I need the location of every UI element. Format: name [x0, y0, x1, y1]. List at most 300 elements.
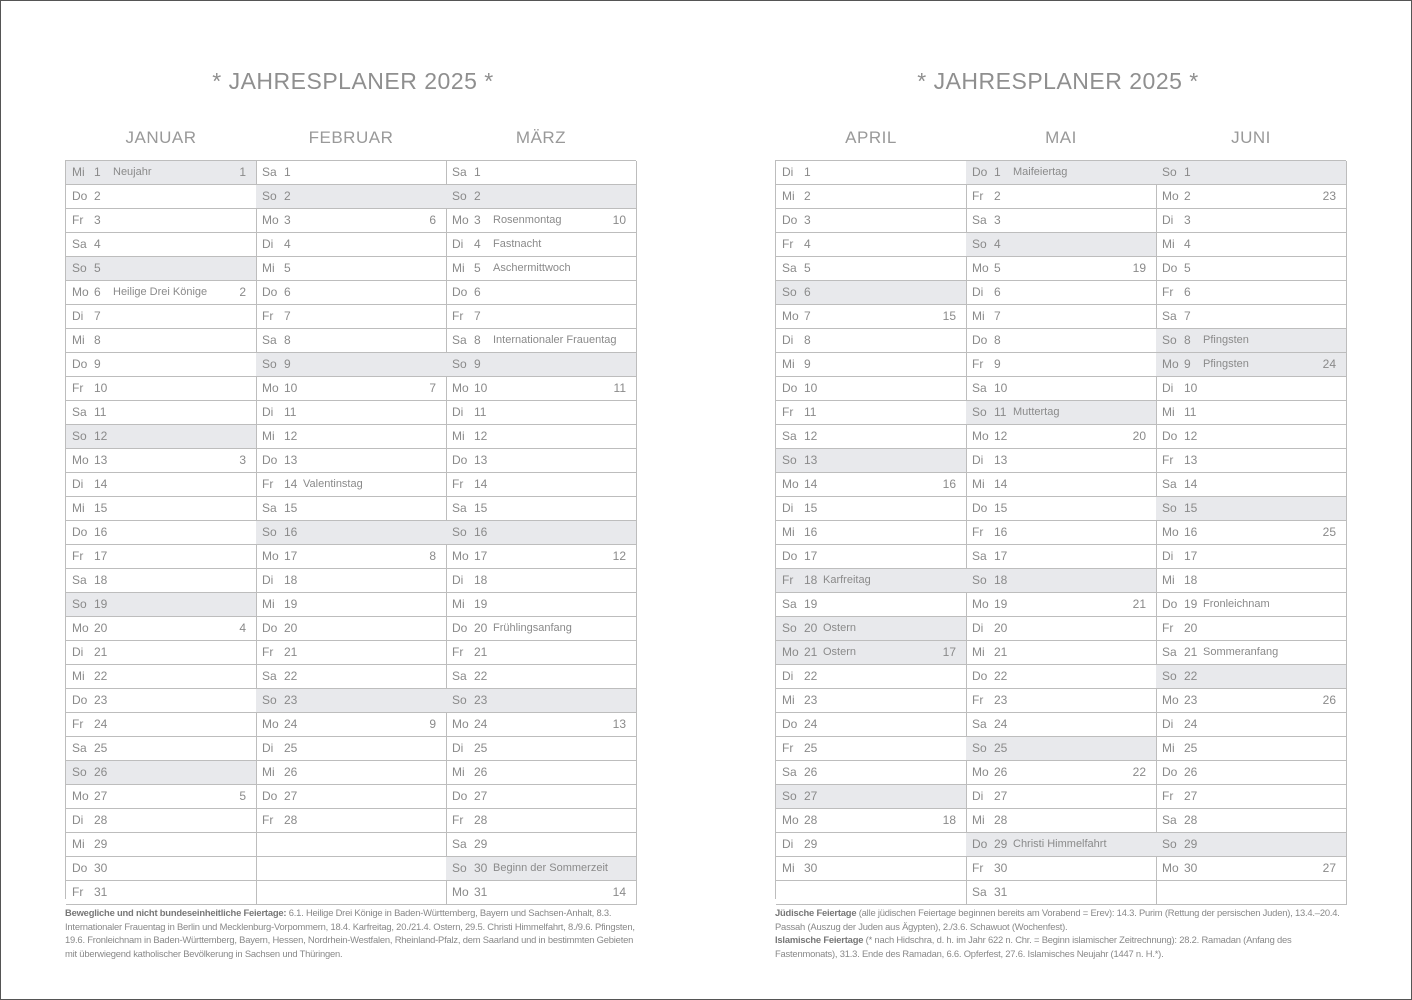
day-cell [66, 593, 256, 617]
weekday-label: Mo [452, 213, 469, 227]
weekday-label: Sa [972, 717, 987, 731]
day-cell [446, 689, 636, 713]
weekday-label: Mo [1162, 189, 1179, 203]
weekday-label: Di [452, 237, 464, 251]
day-cell [966, 497, 1156, 521]
week-number: 19 [1132, 261, 1146, 275]
weekday-label: Mi [452, 765, 465, 779]
right-page [738, 0, 1378, 1000]
weekday-label: Fr [782, 237, 794, 251]
day-cell [446, 737, 636, 761]
day-number: 8 [994, 333, 1001, 347]
day-cell [1156, 761, 1346, 785]
event-label: Heilige Drei Könige [113, 286, 208, 298]
weekday-label: Do [72, 861, 88, 875]
day-number: 13 [284, 453, 298, 467]
day-cell [1156, 617, 1346, 641]
weekday-label: Mo [972, 765, 989, 779]
day-number: 18 [284, 573, 298, 587]
weekday-label: Sa [782, 429, 797, 443]
day-cell [776, 665, 966, 689]
day-cell [776, 857, 966, 881]
weekday-label: Di [262, 741, 274, 755]
day-cell [256, 473, 446, 497]
day-number: 1 [94, 165, 101, 179]
day-cell [446, 545, 636, 569]
weekday-label: Di [782, 501, 794, 515]
day-number: 12 [1184, 429, 1198, 443]
weekday-label: Sa [1162, 645, 1177, 659]
weekday-label: Mo [72, 285, 89, 299]
event-label: Ostern [823, 622, 857, 634]
day-number: 15 [994, 501, 1008, 515]
weekday-label: Mo [72, 453, 89, 467]
weekday-label: Mi [1162, 741, 1175, 755]
weekday-label: So [972, 237, 987, 251]
day-cell [446, 449, 636, 473]
day-cell [776, 305, 966, 329]
day-number: 3 [94, 213, 101, 227]
day-number: 26 [994, 765, 1008, 779]
day-cell [1156, 521, 1346, 545]
weekday-label: Mi [972, 813, 985, 827]
day-cell [256, 857, 446, 881]
day-number: 9 [284, 357, 291, 371]
day-number: 19 [994, 597, 1008, 611]
event-label: Frühlingsanfang [493, 622, 572, 634]
day-number: 2 [1184, 189, 1191, 203]
weekday-label: Fr [782, 741, 794, 755]
day-number: 20 [804, 621, 818, 635]
weekday-label: Mi [452, 429, 465, 443]
week-number: 12 [612, 549, 626, 563]
day-cell [66, 329, 256, 353]
day-number: 14 [994, 477, 1008, 491]
event-label: Muttertag [1013, 406, 1060, 418]
weekday-label: Mi [1162, 405, 1175, 419]
day-number: 26 [474, 765, 488, 779]
day-number: 16 [474, 525, 488, 539]
day-number: 11 [994, 405, 1007, 419]
day-number: 7 [994, 309, 1001, 323]
weekday-label: Mi [262, 429, 275, 443]
weekday-label: Mi [1162, 573, 1175, 587]
weekday-label: Di [452, 741, 464, 755]
day-number: 23 [994, 693, 1008, 707]
week-number: 13 [612, 717, 626, 731]
weekday-label: Do [72, 357, 88, 371]
day-number: 2 [94, 189, 101, 203]
day-cell [776, 281, 966, 305]
day-number: 15 [94, 501, 108, 515]
weekday-label: Mi [72, 333, 85, 347]
day-number: 8 [284, 333, 291, 347]
day-number: 28 [1184, 813, 1198, 827]
day-cell [446, 401, 636, 425]
day-cell [446, 785, 636, 809]
weekday-label: Do [972, 669, 988, 683]
weekday-label: Di [1162, 549, 1174, 563]
day-cell [66, 185, 256, 209]
event-label: Beginn der Sommerzeit [493, 862, 608, 874]
event-label: Valentinstag [303, 478, 363, 490]
day-number: 3 [1184, 213, 1191, 227]
weekday-label: Fr [782, 573, 794, 587]
day-number: 14 [474, 477, 488, 491]
day-number: 26 [94, 765, 108, 779]
day-cell [966, 857, 1156, 881]
day-number: 7 [284, 309, 291, 323]
month-column [1156, 161, 1347, 905]
page-title: * JAHRESPLANER 2025 * [212, 68, 494, 94]
weekday-label: Do [262, 285, 278, 299]
day-cell [66, 737, 256, 761]
week-number: 1 [239, 165, 246, 179]
day-cell [256, 521, 446, 545]
day-cell [1156, 401, 1346, 425]
day-number: 26 [1184, 765, 1198, 779]
day-number: 22 [474, 669, 488, 683]
day-number: 10 [474, 381, 488, 395]
month-heading-juni: JUNI [1231, 128, 1271, 147]
week-number: 24 [1322, 357, 1336, 371]
day-number: 27 [94, 789, 108, 803]
weekday-label: Fr [72, 381, 84, 395]
day-cell [966, 641, 1156, 665]
month-column [256, 161, 447, 905]
weekday-label: Mo [72, 621, 89, 635]
weekday-label: So [452, 189, 467, 203]
day-number: 11 [474, 405, 487, 419]
day-number: 1 [994, 165, 1001, 179]
weekday-label: Do [262, 453, 278, 467]
weekday-label: Mo [1162, 693, 1179, 707]
weekday-label: Sa [452, 333, 467, 347]
holiday-footnote [65, 906, 635, 960]
week-number: 6 [429, 213, 436, 227]
weekday-label: Mi [1162, 237, 1175, 251]
day-number: 14 [804, 477, 818, 491]
weekday-label: Di [72, 645, 84, 659]
weekday-label: Mo [1162, 357, 1179, 371]
day-cell [1156, 425, 1346, 449]
day-cell [1156, 497, 1346, 521]
weekday-label: Sa [782, 765, 797, 779]
day-cell [446, 833, 636, 857]
day-cell [446, 305, 636, 329]
event-label: Ostern [823, 646, 857, 658]
weekday-label: Mi [782, 693, 795, 707]
day-cell [446, 257, 636, 281]
day-cell [966, 545, 1156, 569]
weekday-label: Mo [262, 717, 279, 731]
day-number: 25 [804, 741, 818, 755]
month-heading-april: APRIL [845, 128, 897, 147]
day-cell [256, 665, 446, 689]
day-cell [1156, 305, 1346, 329]
weekday-label: Mo [782, 309, 799, 323]
day-number: 22 [804, 669, 818, 683]
week-number: 25 [1322, 525, 1336, 539]
weekday-label: So [782, 453, 797, 467]
day-number: 1 [804, 165, 811, 179]
weekday-label: Mi [782, 189, 795, 203]
day-number: 15 [474, 501, 488, 515]
day-number: 24 [804, 717, 818, 731]
day-number: 28 [994, 813, 1008, 827]
day-number: 5 [94, 261, 101, 275]
weekday-label: Sa [262, 333, 277, 347]
day-number: 24 [474, 717, 488, 731]
day-cell [776, 713, 966, 737]
day-cell [1156, 233, 1346, 257]
week-number: 16 [942, 477, 956, 491]
day-cell [256, 401, 446, 425]
day-cell [776, 257, 966, 281]
weekday-label: Di [782, 837, 794, 851]
day-cell [776, 545, 966, 569]
week-number: 8 [429, 549, 436, 563]
day-number: 6 [94, 285, 101, 299]
day-number: 18 [474, 573, 488, 587]
day-cell [1156, 881, 1346, 905]
day-cell [256, 593, 446, 617]
weekday-label: So [972, 405, 987, 419]
event-label: Maifeiertag [1013, 166, 1068, 178]
day-number: 13 [474, 453, 488, 467]
day-number: 10 [284, 381, 298, 395]
weekday-label: So [782, 621, 797, 635]
weekday-label: Do [782, 381, 798, 395]
day-number: 7 [1184, 309, 1191, 323]
day-cell [966, 713, 1156, 737]
day-number: 10 [94, 381, 108, 395]
day-number: 1 [284, 165, 291, 179]
weekday-label: Mi [72, 165, 85, 179]
day-number: 2 [994, 189, 1001, 203]
day-cell [1156, 377, 1346, 401]
weekday-label: So [452, 357, 467, 371]
day-number: 6 [1184, 285, 1191, 299]
day-cell [256, 833, 446, 857]
weekday-label: Mo [262, 213, 279, 227]
day-cell [446, 617, 636, 641]
day-number: 20 [994, 621, 1008, 635]
day-number: 9 [94, 357, 101, 371]
day-cell [776, 497, 966, 521]
day-cell [66, 665, 256, 689]
weekday-label: Di [72, 309, 84, 323]
day-number: 23 [804, 693, 818, 707]
day-cell [776, 833, 966, 857]
weekday-label: Mo [262, 549, 279, 563]
day-cell [446, 593, 636, 617]
day-cell [1156, 329, 1346, 353]
day-number: 5 [474, 261, 481, 275]
day-number: 22 [1184, 669, 1198, 683]
week-number: 10 [612, 213, 626, 227]
weekday-label: Fr [1162, 453, 1174, 467]
footnote-text-islamisch: (* nach Hidschra, d. h. im Jahr 622 n. Chr. = Beginn islamischer Zeitrechnung): 28.2. Ramadan (Anfang des Fastenmonats), 31.3. Ende des Ramadan, 6.6. Opferfest, 27.6. Islamisches Neujahr (1447 n. H.*). [775, 934, 1292, 959]
weekday-label: Mo [782, 813, 799, 827]
day-number: 25 [1184, 741, 1198, 755]
day-cell [776, 809, 966, 833]
day-number: 28 [284, 813, 298, 827]
day-number: 21 [804, 645, 818, 659]
weekday-label: So [1162, 669, 1177, 683]
footnote-heading: Bewegliche und nicht bundeseinheitliche Feiertage: [65, 907, 287, 918]
weekday-label: Mi [782, 357, 795, 371]
weekday-label: Do [782, 717, 798, 731]
weekday-label: Do [452, 789, 468, 803]
day-number: 12 [94, 429, 108, 443]
weekday-label: Mo [452, 381, 469, 395]
weekday-label: Fr [72, 717, 84, 731]
weekday-label: Mi [452, 261, 465, 275]
weekday-label: Sa [972, 381, 987, 395]
weekday-label: Di [262, 405, 274, 419]
day-cell [776, 737, 966, 761]
day-number: 12 [804, 429, 818, 443]
day-number: 27 [804, 789, 818, 803]
day-cell [446, 161, 636, 185]
day-cell [66, 857, 256, 881]
weekday-label: Mi [72, 669, 85, 683]
event-label: Internationaler Frauentag [493, 334, 617, 346]
day-number: 20 [284, 621, 298, 635]
day-cell [446, 233, 636, 257]
weekday-label: Mo [972, 429, 989, 443]
day-number: 27 [284, 789, 298, 803]
day-number: 19 [1184, 597, 1198, 611]
day-cell [1156, 713, 1346, 737]
day-cell [1156, 857, 1346, 881]
day-number: 22 [94, 669, 108, 683]
day-number: 9 [994, 357, 1001, 371]
calendar-grid [65, 160, 636, 899]
weekday-label: So [262, 693, 277, 707]
day-number: 8 [94, 333, 101, 347]
day-number: 29 [804, 837, 818, 851]
weekday-label: Sa [782, 597, 797, 611]
month-column [776, 161, 967, 905]
weekday-label: Sa [1162, 477, 1177, 491]
weekday-label: Mo [972, 597, 989, 611]
weekday-label: Fr [452, 477, 464, 491]
day-cell [256, 185, 446, 209]
day-number: 11 [284, 405, 297, 419]
day-cell [966, 593, 1156, 617]
day-cell [66, 305, 256, 329]
day-cell [66, 713, 256, 737]
day-cell [1156, 209, 1346, 233]
weekday-label: Sa [1162, 309, 1177, 323]
event-label: Sommeranfang [1203, 646, 1279, 658]
day-number: 24 [284, 717, 298, 731]
weekday-label: Di [262, 237, 274, 251]
day-number: 25 [994, 741, 1008, 755]
day-number: 29 [474, 837, 488, 851]
event-label: Pfingsten [1203, 334, 1249, 346]
day-cell [256, 545, 446, 569]
day-cell [966, 425, 1156, 449]
weekday-label: Di [782, 333, 794, 347]
day-number: 7 [804, 309, 811, 323]
day-cell [256, 785, 446, 809]
week-number: 2 [239, 285, 246, 299]
day-cell [776, 641, 966, 665]
day-number: 30 [804, 861, 818, 875]
day-cell [776, 881, 966, 905]
day-cell [256, 377, 446, 401]
day-cell [66, 281, 256, 305]
weekday-label: Mo [1162, 525, 1179, 539]
day-cell [66, 641, 256, 665]
weekday-label: Do [972, 837, 988, 851]
day-cell [256, 617, 446, 641]
weekday-label: Mo [452, 549, 469, 563]
day-cell [1156, 185, 1346, 209]
day-number: 23 [474, 693, 488, 707]
day-number: 28 [94, 813, 108, 827]
day-cell [256, 233, 446, 257]
day-cell [66, 161, 256, 185]
day-cell [446, 881, 636, 905]
day-number: 16 [994, 525, 1008, 539]
week-number: 9 [429, 717, 436, 731]
day-cell [776, 761, 966, 785]
day-cell [966, 233, 1156, 257]
weekday-label: Fr [452, 813, 464, 827]
day-number: 11 [1184, 405, 1197, 419]
weekday-label: Di [72, 477, 84, 491]
weekday-label: Di [972, 621, 984, 635]
day-number: 10 [994, 381, 1008, 395]
day-cell [66, 809, 256, 833]
day-number: 6 [474, 285, 481, 299]
day-number: 25 [474, 741, 488, 755]
day-cell [1156, 257, 1346, 281]
day-cell [66, 785, 256, 809]
day-cell [66, 377, 256, 401]
day-number: 25 [94, 741, 108, 755]
day-cell [66, 257, 256, 281]
weekday-label: Sa [452, 837, 467, 851]
month-column [446, 161, 637, 905]
weekday-label: Do [1162, 597, 1178, 611]
day-cell [446, 857, 636, 881]
weekday-label: Sa [262, 501, 277, 515]
day-cell [776, 593, 966, 617]
day-number: 6 [994, 285, 1001, 299]
day-number: 18 [804, 573, 818, 587]
event-label: Fronleichnam [1203, 598, 1270, 610]
weekday-label: Fr [1162, 789, 1174, 803]
day-number: 30 [94, 861, 108, 875]
day-cell [66, 545, 256, 569]
weekday-label: Mo [782, 645, 799, 659]
weekday-label: Sa [972, 885, 987, 899]
day-number: 10 [1184, 381, 1198, 395]
weekday-label: So [72, 765, 87, 779]
weekday-label: Do [972, 165, 988, 179]
day-number: 19 [284, 597, 298, 611]
day-cell [446, 521, 636, 545]
day-cell [446, 713, 636, 737]
day-number: 15 [804, 501, 818, 515]
day-cell [776, 521, 966, 545]
weekday-label: Mo [452, 717, 469, 731]
